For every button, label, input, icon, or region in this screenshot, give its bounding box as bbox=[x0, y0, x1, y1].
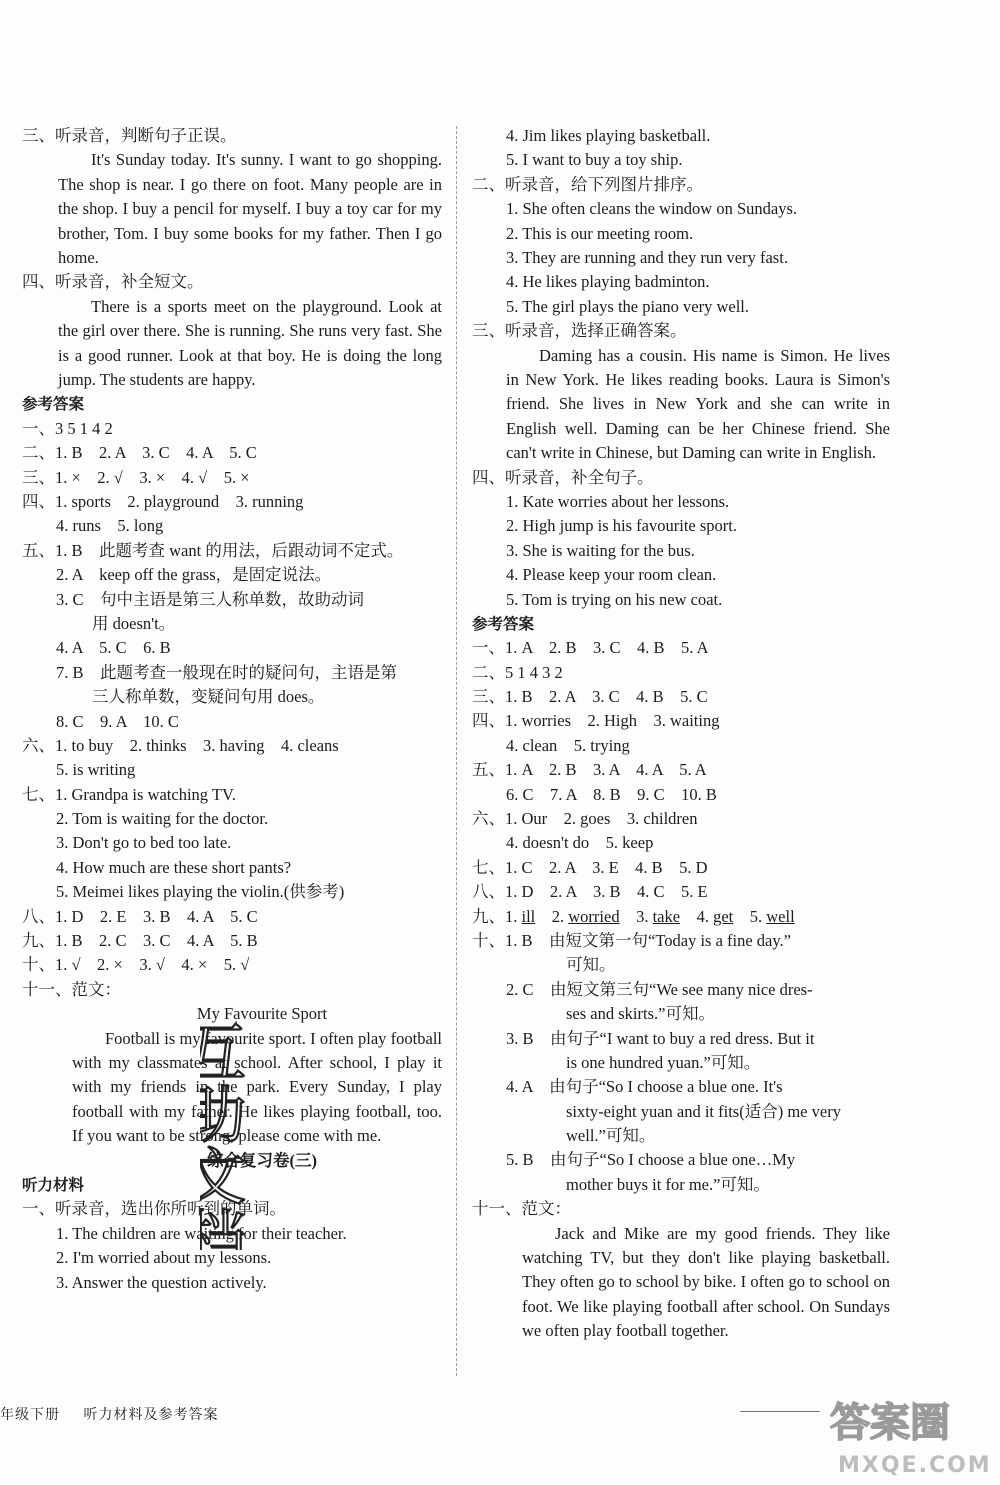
answer-line: 四、1. sports 2. playground 3. running bbox=[22, 492, 304, 511]
answer-line: 一、3 5 1 4 2 bbox=[22, 418, 113, 438]
listening-heading: 听力材料 bbox=[22, 1176, 85, 1195]
listening-item: 2. This is our meeting room. bbox=[506, 223, 694, 243]
answer-line: 五、1. A 2. B 3. A 4. A 5. A bbox=[472, 760, 707, 780]
section-title: 四、听录音，补全句子。 bbox=[472, 467, 654, 487]
answer-line: 4. How much are these short pants? bbox=[56, 857, 292, 877]
watermark-logo-text: 答案圈 bbox=[830, 1400, 950, 1446]
footer-grade: 年级下册 bbox=[0, 1407, 60, 1423]
answer-line: 4. A 由句子“So I choose a blue one. It's bbox=[506, 1077, 783, 1097]
answer-line: 八、1. D 2. E 3. B 4. A 5. C bbox=[22, 906, 258, 926]
listening-item: 2. I'm worried about my lessons. bbox=[56, 1248, 272, 1268]
listening-item: 3. She is waiting for the bus. bbox=[506, 540, 695, 560]
answer-line: 十一、范文： bbox=[472, 1199, 571, 1219]
answer-line: 3. Don't go to bed too late. bbox=[56, 833, 232, 853]
answer-line: 三、1. × 2. √ 3. × 4. √ 5. × bbox=[22, 467, 250, 487]
answer-line: 二、1. B 2. A 3. C 4. A 5. C bbox=[22, 443, 257, 463]
answer-line: 八、1. D 2. A 3. B 4. C 5. E bbox=[472, 882, 708, 902]
right-column bbox=[472, 124, 890, 1344]
answer-line: 4. runs 5. long bbox=[56, 516, 164, 536]
model-essay: Football is my favourite sport. I often play football with my classmates at school. After school, I play it with my friends in the park. Every Sunday, I play football with my father. He likes playing football, too. If you want to be strong, please come with me. bbox=[72, 1028, 442, 1146]
answer-line: 十、1. B 由短文第一句“Today is a fine day.” bbox=[472, 930, 792, 950]
answer-line: 二、5 1 4 3 2 bbox=[472, 662, 563, 682]
listening-item: 4. Please keep your room clean. bbox=[506, 565, 717, 585]
answer-line: 用 doesn't。 bbox=[92, 613, 176, 633]
answer-line: 3. C 句中主语是第三人称单数，故助动词 bbox=[56, 589, 365, 609]
watermark-url: MXQE.COM bbox=[838, 1453, 992, 1478]
listening-passage: Daming has a cousin. His name is Simon. He lives in New York. He likes reading books. Laura is Simon's friend. She lives in New York and she can write in English well. Daming can be her Chinese friend. She can't write in Chinese, but Daming can write in English. bbox=[506, 345, 890, 463]
page-footer bbox=[0, 1404, 218, 1424]
section-title: 二、听录音，给下列图片排序。 bbox=[472, 174, 703, 194]
section-title: 三、听录音，选择正确答案。 bbox=[472, 321, 687, 341]
listening-passage: It's Sunday today. It's sunny. I want to go shopping. The shop is near. I go there on foot. Many people are in the shop. I buy a pencil for myself. I buy a toy car for my brother, Tom. I buy some books for my father. Then I go home. bbox=[58, 150, 442, 268]
answer-line: 四、1. worries 2. High 3. waiting bbox=[472, 711, 720, 731]
listening-item: 1. She often cleans the window on Sundays. bbox=[506, 199, 797, 219]
answer-line: 可知。 bbox=[566, 955, 616, 975]
answer-line: 三人称单数，变疑问句用 does。 bbox=[92, 687, 325, 707]
left-column bbox=[22, 124, 442, 1295]
handwriting-text: 互助文档 bbox=[200, 1020, 247, 1250]
listening-item: 5. Tom is trying on his new coat. bbox=[506, 589, 723, 609]
answer-line: is one hundred yuan.”可知。 bbox=[566, 1052, 761, 1072]
answer-line: 五、1. B 此题考查 want 的用法，后跟动词不定式。 bbox=[22, 540, 404, 560]
answer-line: 十一、范文： bbox=[22, 979, 121, 999]
answer-line: 5. is writing bbox=[56, 760, 136, 780]
essay-title: My Favourite Sport bbox=[196, 1004, 328, 1024]
listening-item: 5. The girl plays the piano very well. bbox=[506, 296, 750, 316]
answer-line: 8. C 9. A 10. C bbox=[56, 711, 179, 731]
section-title: 三、听录音，判断句子正误。 bbox=[22, 126, 237, 145]
answer-line: 三、1. B 2. A 3. C 4. B 5. C bbox=[472, 687, 708, 707]
section-title: 一、听录音，选出你所听到的单词。 bbox=[22, 1199, 286, 1219]
answer-line: 九、1. B 2. C 3. C 4. A 5. B bbox=[22, 931, 258, 951]
answer-line: sixty-eight yuan and it fits(适合) me very bbox=[566, 1101, 841, 1121]
listening-item: 2. High jump is his favourite sport. bbox=[506, 516, 737, 536]
model-essay: Jack and Mike are my good friends. They like watching TV, but they don't like playing basketball. They often go to school by bike. I often go to school on foot. We like playing football after school. On Sundays we often play football together. bbox=[522, 1223, 890, 1341]
answer-line: 4. clean 5. trying bbox=[506, 735, 630, 755]
answer-line: 2. Tom is waiting for the doctor. bbox=[56, 809, 269, 829]
underlined-word: well bbox=[766, 906, 795, 926]
answer-line: 3. B 由句子“I want to buy a red dress. But it bbox=[506, 1028, 815, 1048]
answer-line: 六、1. to buy 2. thinks 3. having 4. cleans bbox=[22, 735, 339, 755]
listening-item: 3. They are running and they run very fast. bbox=[506, 247, 788, 267]
listening-item: 5. I want to buy a toy ship. bbox=[506, 150, 683, 170]
answer-line: ses and skirts.”可知。 bbox=[566, 1004, 715, 1024]
answers-heading: 参考答案 bbox=[472, 614, 535, 633]
listening-item: 1. Kate worries about her lessons. bbox=[506, 491, 730, 511]
listening-passage: There is a sports meet on the playground. Look at the girl over there. She is running. She runs very fast. She is a good runner. Look at that boy. He is doing the long jump. The students are happy. bbox=[58, 296, 442, 390]
underlined-word: get bbox=[713, 906, 734, 926]
answer-line: 5. B 由句子“So I choose a blue one…My bbox=[506, 1150, 796, 1170]
answer-line: 4. doesn't do 5. keep bbox=[506, 833, 654, 853]
answer-line: 七、1. C 2. A 3. E 4. B 5. D bbox=[472, 857, 708, 877]
underlined-word: take bbox=[652, 906, 681, 926]
watermark-logo bbox=[826, 1392, 996, 1485]
listening-item: 4. Jim likes playing basketball. bbox=[506, 126, 711, 145]
underlined-word: worried bbox=[568, 906, 620, 926]
listening-item: 1. The children are waiting for their teacher. bbox=[56, 1223, 347, 1243]
answer-line: well.”可知。 bbox=[566, 1126, 656, 1146]
listening-item: 3. Answer the question actively. bbox=[56, 1272, 267, 1292]
section-title: 四、听录音，补全短文。 bbox=[22, 272, 204, 292]
answer-line: 一、1. A 2. B 3. C 4. B 5. A bbox=[472, 638, 709, 658]
review-title: 综合复习卷(三) bbox=[207, 1150, 317, 1170]
answer-line: 7. B 此题考查一般现在时的疑问句，主语是第 bbox=[56, 662, 398, 682]
answers-heading: 参考答案 bbox=[22, 395, 85, 414]
answer-line: 十、1. √ 2. × 3. √ 4. × 5. √ bbox=[22, 955, 250, 975]
footer-label: 听力材料及参考答案 bbox=[83, 1407, 219, 1423]
answer-line: 九、1. ill 2. worried 3. take 4. get 5. well bbox=[472, 906, 795, 926]
answer-line: mother buys it for me.”可知。 bbox=[566, 1174, 770, 1194]
answer-line: 六、1. Our 2. goes 3. children bbox=[472, 809, 698, 829]
answer-line: 5. Meimei likes playing the violin.(供参考) bbox=[56, 882, 345, 902]
underlined-word: ill bbox=[521, 906, 536, 926]
answer-line: 4. A 5. C 6. B bbox=[56, 638, 171, 658]
footer-rule bbox=[740, 1411, 820, 1412]
listening-item: 4. He likes playing badminton. bbox=[506, 272, 710, 292]
answer-line: 2. A keep off the grass，是固定说法。 bbox=[56, 565, 332, 585]
answer-line: 七、1. Grandpa is watching TV. bbox=[22, 784, 236, 804]
answer-line: 6. C 7. A 8. B 9. C 10. B bbox=[506, 784, 717, 804]
column-divider bbox=[456, 126, 457, 1376]
answer-line: 2. C 由短文第三句“We see many nice dres- bbox=[506, 979, 813, 999]
